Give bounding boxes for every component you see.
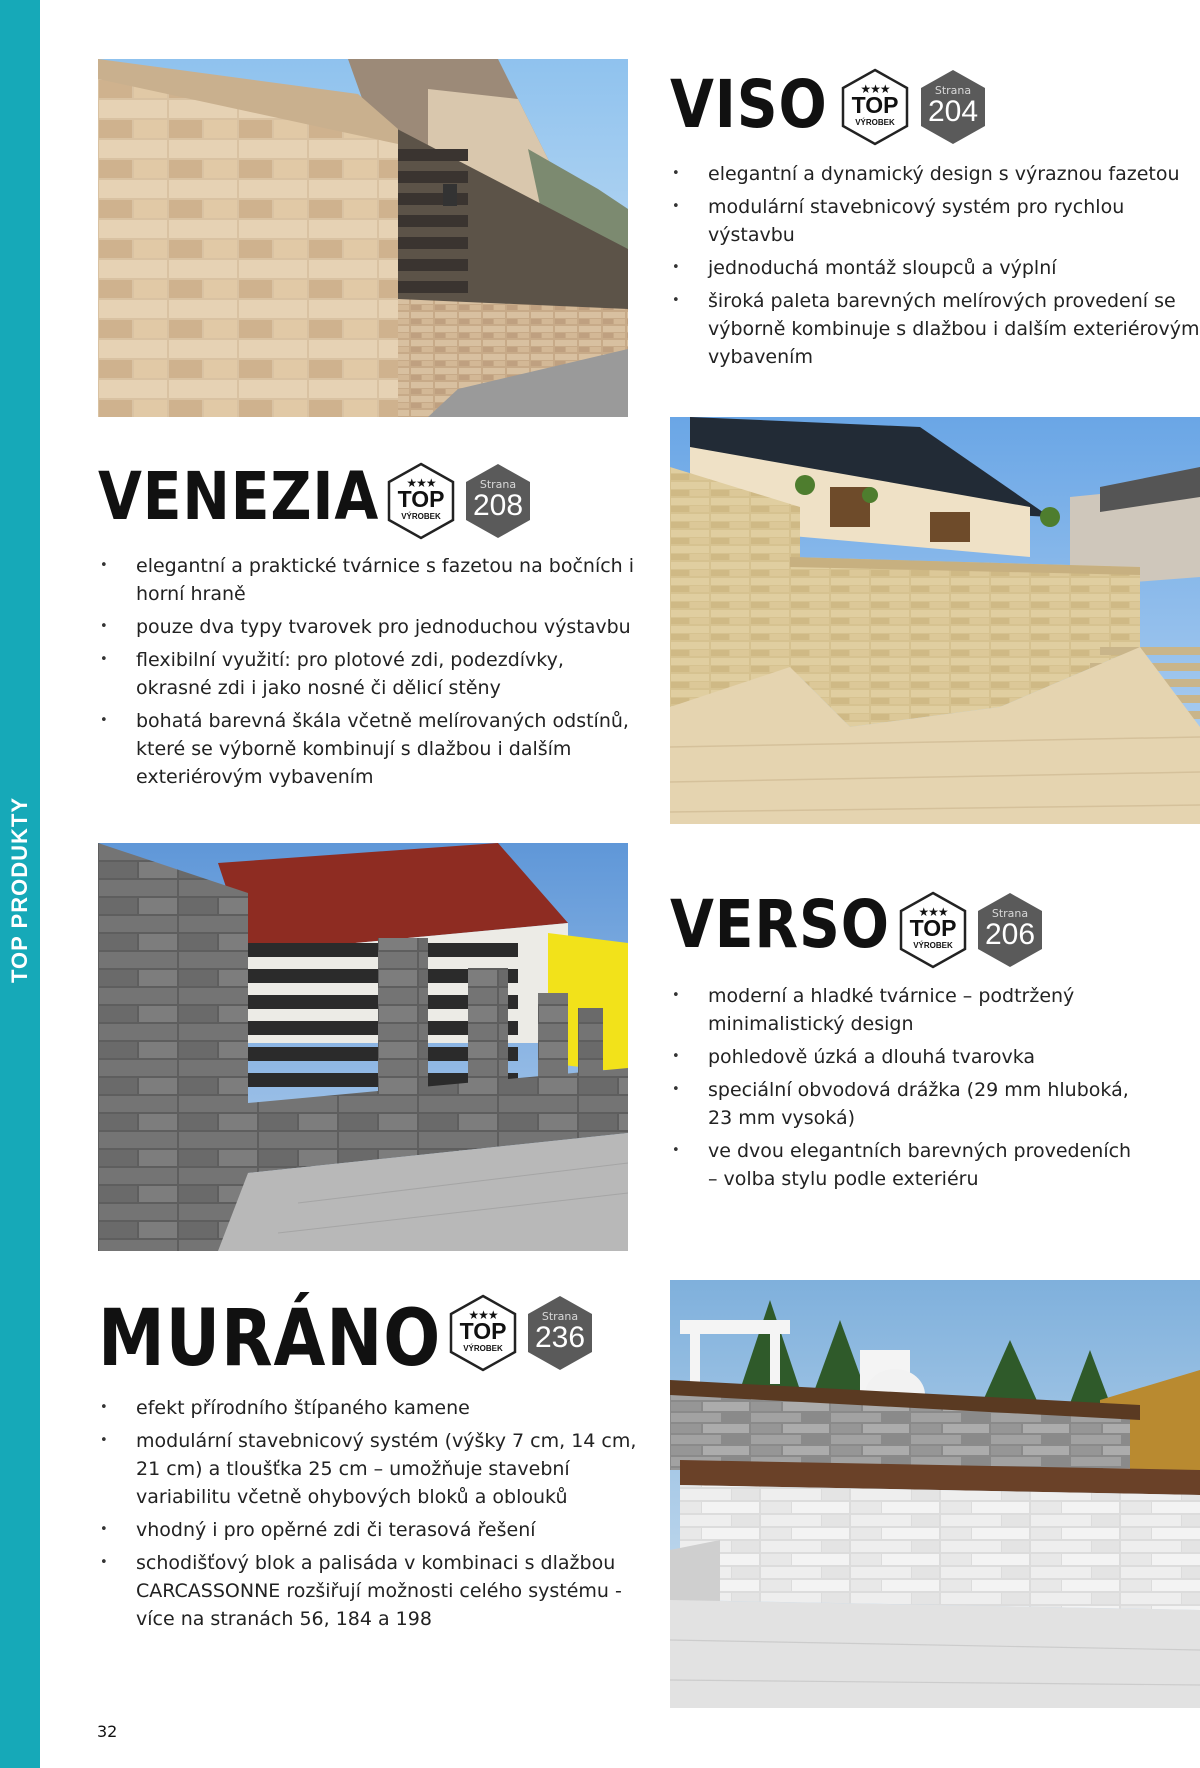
page-ref-label: Strana xyxy=(479,478,517,491)
murano-photo xyxy=(670,1280,1200,1708)
top-product-badge-venezia xyxy=(386,462,456,540)
list-item: • moderní a hladké tvárnice – podtržený minimalistický design xyxy=(670,982,1140,1038)
top-product-badge-murano xyxy=(448,1294,518,1372)
list-item: • modulární stavebnicový systém pro rychlou výstavbu xyxy=(670,193,1200,249)
top-product-badge-verso xyxy=(898,891,968,969)
top-label: TOP xyxy=(909,915,957,941)
list-item: • vhodný i pro opěrné zdi či terasová řešení xyxy=(98,1516,638,1544)
top-label: TOP xyxy=(397,486,445,512)
page-ref-number: 204 xyxy=(927,95,979,128)
top-sub-label: VÝROBEK xyxy=(401,512,441,521)
list-item: • ve dvou elegantních barevných provedeních – volba stylu podle exteriéru xyxy=(670,1137,1140,1193)
list-item: • pohledově úzká a dlouhá tvarovka xyxy=(670,1043,1140,1071)
product-title-murano: MURÁNO xyxy=(98,1294,442,1384)
list-item: • pouze dva typy tvarovek pro jednoduchou výstavbu xyxy=(98,613,638,641)
list-item: • speciální obvodová drážka (29 mm hluboká, 23 mm vysoká) xyxy=(670,1076,1140,1132)
top-sub-label: VÝROBEK xyxy=(913,941,953,950)
star-icons: ★★★ xyxy=(468,1308,498,1322)
star-icons: ★★★ xyxy=(918,905,948,919)
list-item: • bohatá barevná škála včetně melírovaných odstínů, které se výborně kombinují s dlažbou i dalším exteriérovým vybavením xyxy=(98,707,638,791)
sidebar-label: TOP PRODUKTY xyxy=(7,797,32,983)
viso-photo xyxy=(98,59,628,417)
page-reference-badge-venezia xyxy=(463,462,533,540)
page-ref-label: Strana xyxy=(991,907,1029,920)
list-item: • elegantní a dynamický design s výraznou fazetou xyxy=(670,160,1200,188)
star-icons: ★★★ xyxy=(406,476,436,490)
page-reference-badge-viso xyxy=(918,68,988,146)
verso-photo xyxy=(670,417,1200,824)
list-item: • modulární stavebnicový systém (výšky 7 cm, 14 cm, 21 cm) a tloušťka 25 cm – umožňuje stavební variabilitu včetně ohybových bloků a oblouků xyxy=(98,1427,638,1511)
page-reference-badge-verso xyxy=(975,891,1045,969)
list-item: • schodišťový blok a palisáda v kombinaci s dlažbou CARCASSONNE rozšiřují možnosti celého systému - více na stranách 56, 184 a 198 xyxy=(98,1549,638,1633)
top-sub-label: VÝROBEK xyxy=(463,1344,503,1353)
top-product-badge-viso xyxy=(840,68,910,146)
product-title-venezia: VENEZIA xyxy=(98,458,380,535)
product-title-verso: VERSO xyxy=(670,886,890,963)
venezia-photo xyxy=(98,843,628,1251)
feature-list-murano xyxy=(98,1394,638,1638)
feature-list-verso xyxy=(670,982,1140,1198)
page-ref-number: 208 xyxy=(472,489,524,522)
top-label: TOP xyxy=(459,1318,507,1344)
page-reference-badge-murano xyxy=(525,1294,595,1372)
list-item: • široká paleta barevných melírových provedení se výborně kombinuje s dlažbou i dalším exteriérovým vybavením xyxy=(670,287,1200,371)
list-item: • jednoduchá montáž sloupců a výplní xyxy=(670,254,1200,282)
list-item: • elegantní a praktické tvárnice s fazetou na bočních i horní hraně xyxy=(98,552,638,608)
product-title-viso: VISO xyxy=(670,66,828,143)
star-icons: ★★★ xyxy=(860,82,890,96)
page-ref-label: Strana xyxy=(934,84,972,97)
list-item: • efekt přírodního štípaného kamene xyxy=(98,1394,638,1422)
top-label: TOP xyxy=(851,92,899,118)
page-number: 32 xyxy=(97,1722,118,1741)
page-ref-number: 236 xyxy=(534,1321,586,1354)
list-item: • flexibilní využití: pro plotové zdi, podezdívky, okrasné zdi i jako nosné či dělicí stěny xyxy=(98,646,638,702)
page-ref-number: 206 xyxy=(984,918,1036,951)
page-ref-label: Strana xyxy=(541,1310,579,1323)
top-sub-label: VÝROBEK xyxy=(855,118,895,127)
feature-list-viso xyxy=(670,160,1200,376)
feature-list-venezia xyxy=(98,552,638,796)
